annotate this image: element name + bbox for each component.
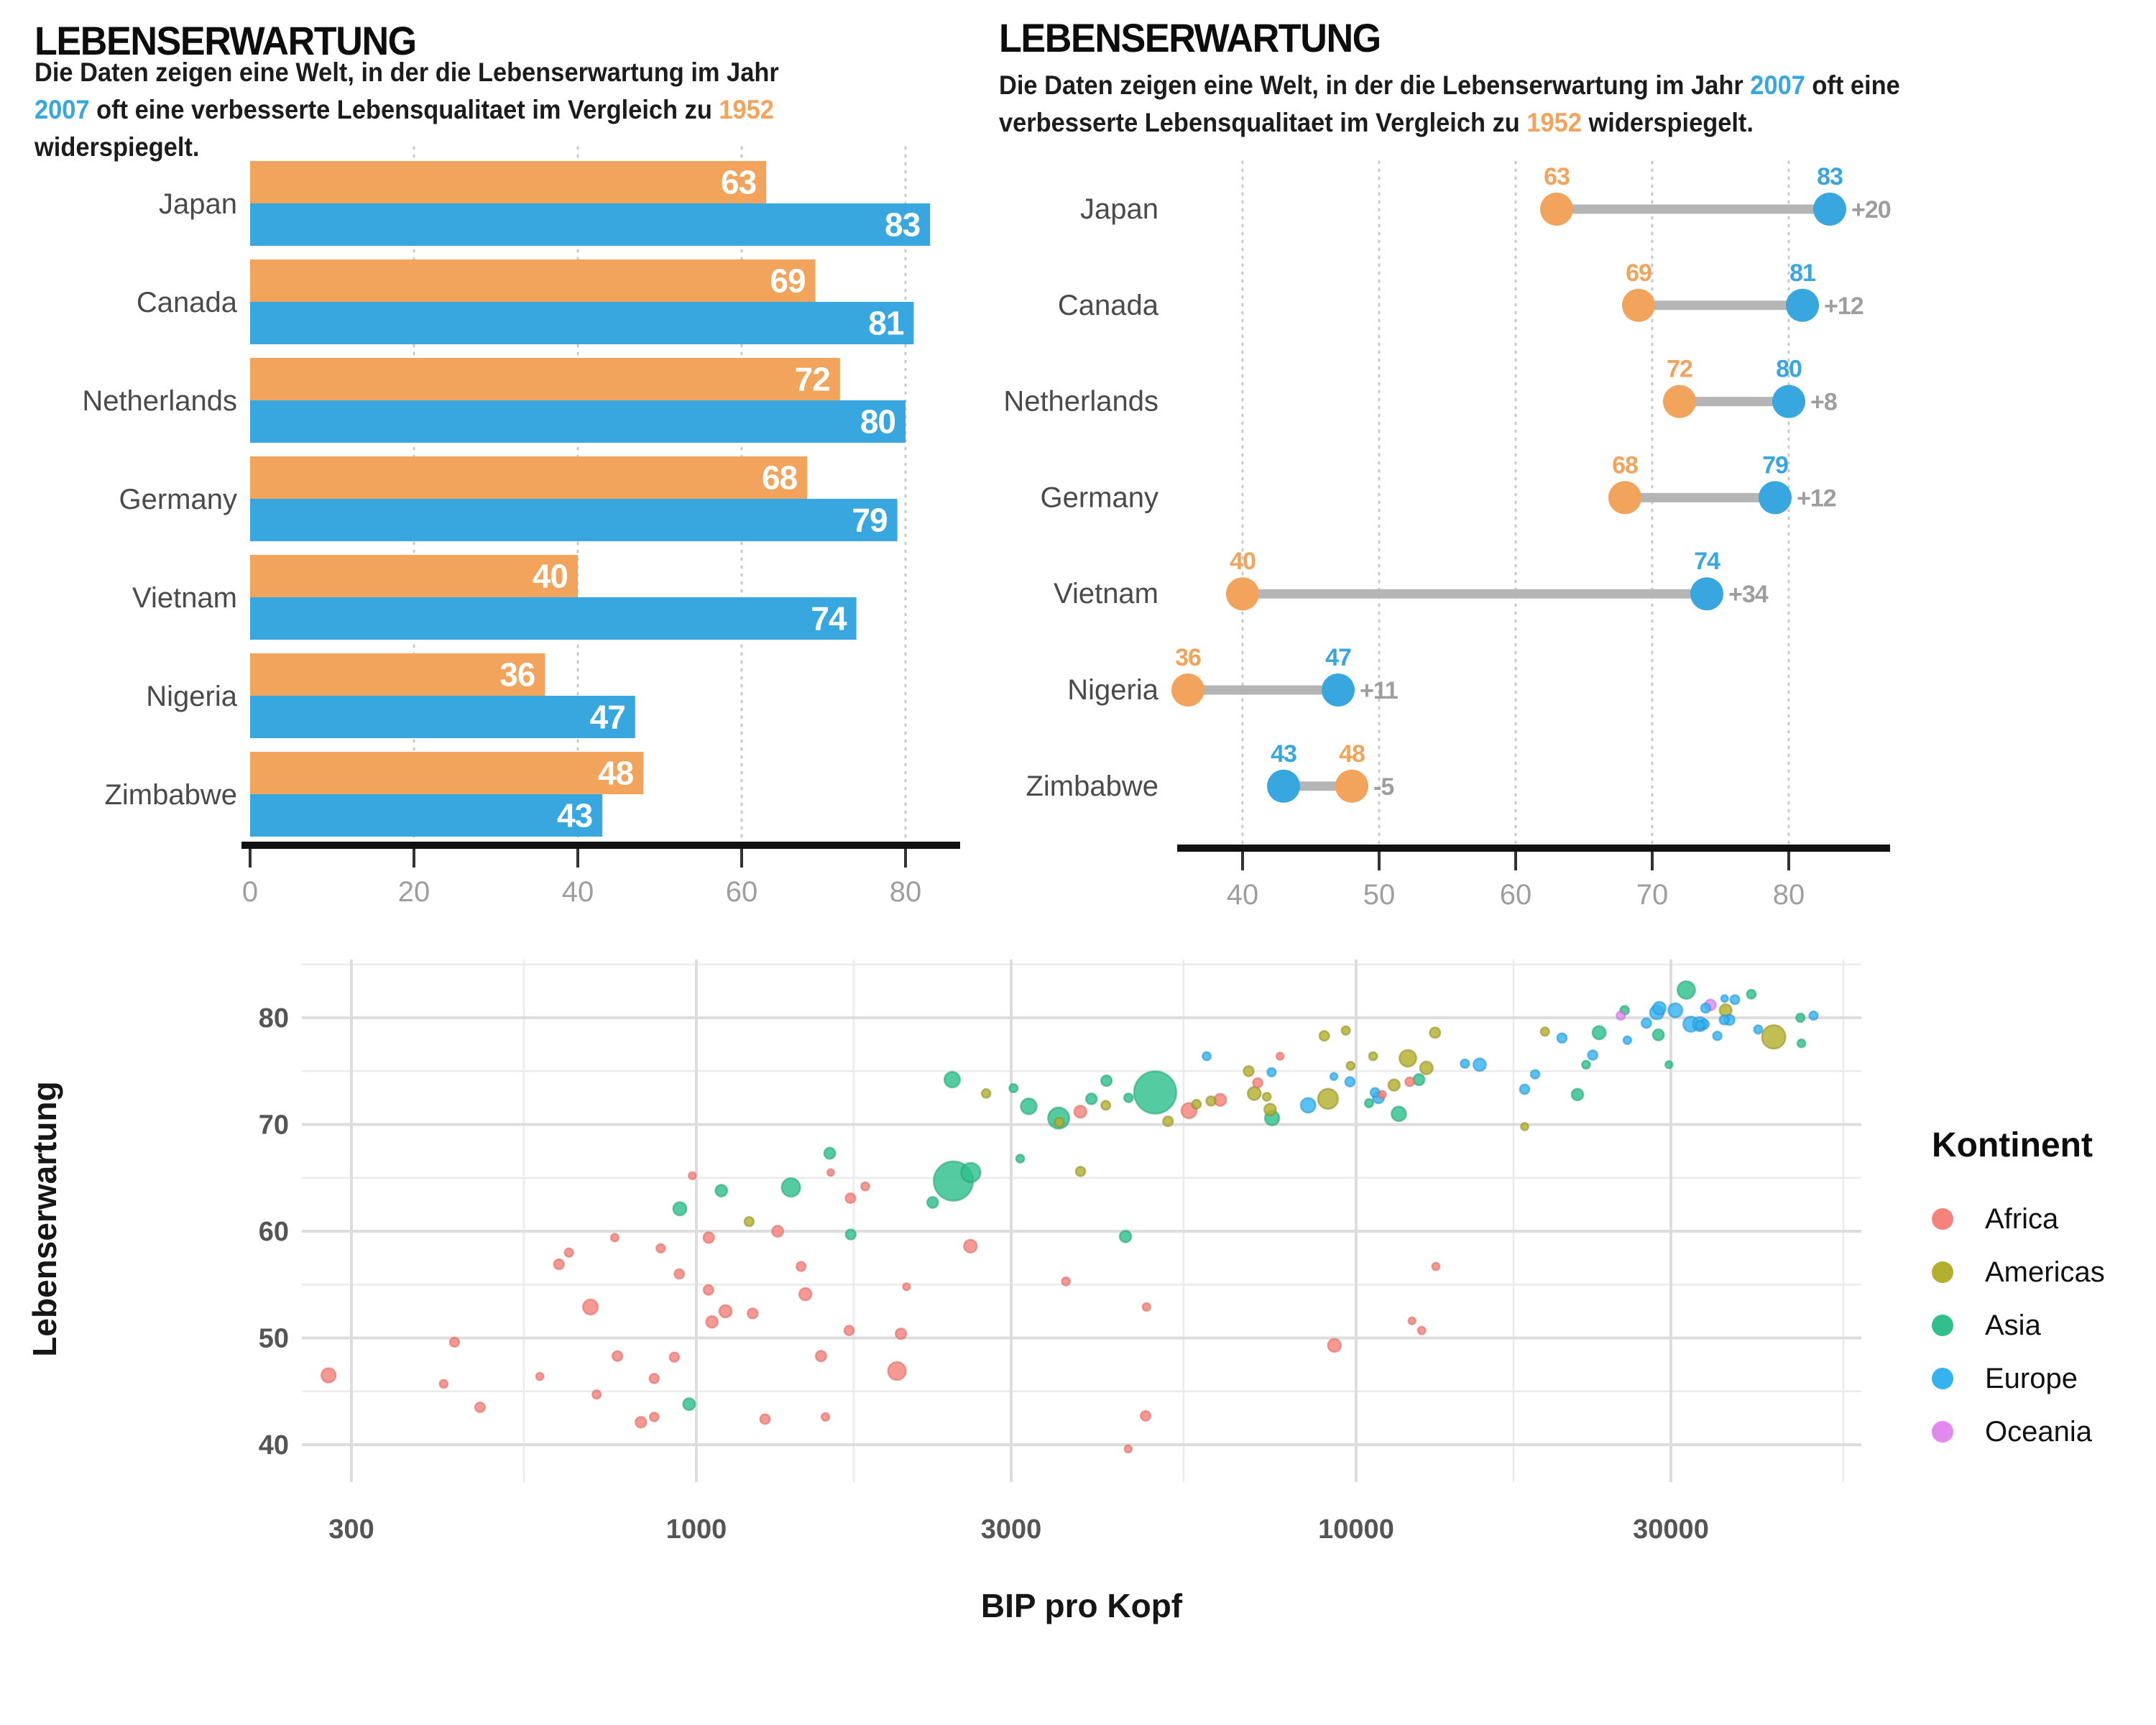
scatter-point-central-african-republic [592, 1390, 601, 1399]
scatter-point-pakistan [961, 1163, 980, 1182]
scatter-point-chile [1430, 1028, 1441, 1039]
dumbbell-diff-label-vietnam: +34 [1728, 581, 1768, 609]
scatter-point-ecuador [1243, 1066, 1253, 1076]
legend-title: Kontinent [1932, 1126, 2093, 1164]
scatter-point-niger [554, 1259, 564, 1269]
scatter-point-benin [796, 1262, 806, 1271]
scatter-point-denmark [1713, 1031, 1722, 1040]
scatter-point-costa-rica [1342, 1026, 1350, 1035]
legend-label-asia: Asia [1985, 1309, 2041, 1341]
scatter-y-tick-label-70: 70 [258, 1110, 289, 1141]
scatter-point-tunisia [1253, 1078, 1262, 1087]
right-chart-title: LEBENSERWARTUNG [999, 15, 1381, 60]
scatter-point-malawi [612, 1351, 622, 1361]
scatter-point-madagascar [704, 1232, 714, 1243]
scatter-point-equatorial-guinea [1409, 1317, 1416, 1325]
scatter-point-iceland [1721, 995, 1728, 1002]
scatter-point-slovak-republic [1531, 1070, 1539, 1079]
bar-country-label-zimbabwe: Zimbabwe [104, 779, 237, 811]
scatter-point-botswana [1418, 1327, 1426, 1335]
scatter-y-axis-title: Lebenserwartung [26, 1081, 63, 1357]
scatter-point-cameroon [895, 1328, 906, 1339]
scatter-point-jordan [1124, 1093, 1133, 1102]
scatter-point-austria [1720, 1016, 1729, 1025]
dumbbell-x-tick-80 [1787, 852, 1790, 870]
bar-2007-nigeria [250, 696, 635, 738]
bar-2007-germany [250, 499, 898, 541]
scatter-point-djibouti [903, 1283, 910, 1290]
scatter-point-morocco [1074, 1105, 1087, 1118]
right-subtitle-segment-0: Die Daten zeigen eine Welt, in der die Lebenserwartung im Jahr [999, 70, 1751, 100]
legend-swatch-europe [1932, 1368, 1953, 1389]
legend-swatch-oceania [1932, 1421, 1953, 1443]
dumbbell-country-label-netherlands: Netherlands [1003, 385, 1158, 418]
scatter-y-tick-label-40: 40 [258, 1430, 289, 1460]
bar-value-1952-canada: 69 [770, 262, 806, 300]
scatter-point-burkina-faso [747, 1308, 757, 1318]
legend-label-africa: Africa [1985, 1202, 2059, 1235]
dumbbell-diff-label-nigeria: +11 [1360, 677, 1398, 704]
dumbbell-country-label-nigeria: Nigeria [1067, 674, 1158, 706]
bar-1952-canada [250, 259, 816, 302]
scatter-point-czech-republic [1588, 1050, 1598, 1059]
legend-label-europe: Europe [1985, 1362, 2078, 1394]
scatter-point-oman [1582, 1061, 1590, 1069]
scatter-point-uganda [706, 1316, 718, 1328]
scatter-point-mali [704, 1285, 714, 1295]
scatter-point-croatia [1460, 1059, 1469, 1068]
dumbbell-dot-2007-germany [1759, 481, 1792, 514]
dumbbell-dot-1952-japan [1540, 193, 1573, 226]
scatter-point-dominican-republic [1206, 1096, 1215, 1105]
scatter-point-gambia [611, 1234, 619, 1242]
scatter-point-united-states [1762, 1025, 1786, 1049]
scatter-point-guatemala [1163, 1116, 1173, 1126]
dumbbell-dot-1952-nigeria [1171, 673, 1204, 707]
dumbbell-diff-label-germany: +12 [1797, 484, 1836, 512]
left-subtitle-segment-3: 1952 [719, 95, 774, 124]
scatter-point-switzerland [1731, 995, 1740, 1004]
bar-country-label-japan: Japan [159, 188, 237, 220]
dumbbell-x-tick-60 [1514, 852, 1517, 870]
dumbbell-dot-1952-germany [1608, 481, 1641, 514]
bar-1952-netherlands [250, 358, 840, 400]
dumbbell-value-1952-vietnam: 40 [1230, 548, 1256, 576]
dumbbell-dot-2007-vietnam [1690, 577, 1723, 610]
bar-x-tick-label-80: 80 [889, 876, 922, 908]
bar-x-tick-20 [413, 849, 415, 868]
scatter-point-new-zealand [1616, 1011, 1625, 1020]
bar-value-1952-vietnam: 40 [532, 557, 568, 595]
bar-x-tick-label-20: 20 [397, 876, 430, 908]
scatter-point-zimbabwe [475, 1402, 485, 1412]
scatter-point-bolivia [1076, 1167, 1085, 1176]
scatter-point-bahrain [1665, 1061, 1672, 1068]
scatter-y-tick-label-60: 60 [258, 1217, 289, 1247]
dumbbell-dot-1952-zimbabwe [1335, 770, 1368, 803]
dumbbell-value-2007-vietnam: 74 [1694, 548, 1720, 576]
scatter-point-malaysia [1414, 1074, 1425, 1085]
bar-x-tick-60 [740, 849, 743, 868]
bar-value-1952-zimbabwe: 48 [598, 754, 634, 792]
scatter-point-mozambique [635, 1417, 646, 1427]
bar-x-tick-label-40: 40 [561, 876, 594, 908]
scatter-chart [26, 960, 1861, 1624]
legend-swatch-americas [1932, 1261, 1953, 1283]
bar-2007-vietnam [250, 597, 857, 640]
dumbbell-value-2007-netherlands: 80 [1776, 355, 1802, 383]
bar-2007-zimbabwe [250, 794, 602, 837]
scatter-legend [1932, 1126, 2105, 1458]
dumbbell-diff-label-zimbabwe: -5 [1373, 773, 1394, 801]
dumbbell-value-1952-japan: 63 [1544, 163, 1570, 190]
scatter-point-bosnia-and-herzegovina [1267, 1068, 1276, 1077]
bar-value-2007-netherlands: 80 [860, 402, 895, 441]
bar-value-1952-netherlands: 72 [794, 360, 830, 398]
dumbbell-value-1952-nigeria: 36 [1175, 644, 1201, 671]
scatter-point-jamaica [1263, 1092, 1271, 1100]
scatter-point-sao-tome-and-principe [827, 1169, 834, 1177]
scatter-point-spain [1653, 1002, 1666, 1015]
dumbbell-value-2007-zimbabwe: 43 [1271, 740, 1296, 768]
scatter-point-congo-rep [1061, 1277, 1070, 1286]
dumbbell-x-tick-70 [1651, 852, 1654, 870]
dumbbell-x-tick-label-70: 70 [1636, 879, 1669, 911]
dumbbell-dot-1952-netherlands [1663, 385, 1696, 418]
scatter-point-portugal [1557, 1034, 1567, 1043]
scatter-point-senegal [846, 1193, 856, 1203]
scatter-point-saudi-arabia [1572, 1089, 1583, 1100]
scatter-point-el-salvador [1192, 1100, 1202, 1109]
dumbbell-x-axis-line [1177, 845, 1890, 852]
bar-value-1952-nigeria: 36 [499, 656, 535, 694]
legend-item-africa [1932, 1192, 2105, 1246]
scatter-point-peru [1264, 1104, 1276, 1116]
bar-x-axis-line [241, 842, 960, 849]
dumbbell-dot-1952-vietnam [1226, 577, 1259, 610]
bar-value-1952-germany: 68 [762, 459, 798, 497]
bar-value-2007-nigeria: 47 [589, 698, 625, 736]
right-subtitle-segment-1: 2007 [1750, 70, 1805, 100]
scatter-y-tick-label-80: 80 [258, 1003, 289, 1034]
scatter-point-ethiopia [583, 1300, 598, 1315]
bar-country-label-vietnam: Vietnam [132, 582, 237, 614]
scatter-point-vietnam [944, 1072, 960, 1087]
scatter-point-tanzania [719, 1305, 732, 1317]
dumbbell-x-tick-50 [1378, 852, 1381, 870]
scatter-x-tick-label-300: 300 [328, 1514, 374, 1545]
scatter-point-reunion [1276, 1052, 1284, 1059]
legend-item-oceania [1932, 1405, 2105, 1458]
scatter-point-ghana [772, 1225, 783, 1237]
legend-item-americas [1932, 1246, 2105, 1299]
scatter-point-myanmar [673, 1202, 687, 1216]
bar-value-2007-japan: 83 [885, 206, 921, 244]
scatter-point-swaziland [1125, 1445, 1132, 1453]
dumbbell-country-label-canada: Canada [1057, 289, 1158, 321]
scatter-point-congo-dem-rep [321, 1368, 336, 1383]
legend-label-oceania: Oceania [1985, 1415, 2092, 1448]
bar-country-label-germany: Germany [119, 484, 237, 515]
scatter-point-sudan [964, 1240, 977, 1253]
dumbbell-x-tick-label-40: 40 [1226, 879, 1259, 911]
dumbbell-x-tick-40 [1241, 852, 1244, 870]
bar-2007-japan [250, 203, 930, 246]
bar-country-label-nigeria: Nigeria [146, 681, 237, 712]
bar-value-1952-japan: 63 [721, 163, 757, 201]
dumbbell-value-2007-nigeria: 47 [1325, 644, 1351, 671]
bar-x-tick-40 [576, 849, 579, 868]
scatter-point-haiti [745, 1217, 754, 1226]
bar-1952-germany [250, 456, 807, 499]
scatter-point-korea-dem-rep [824, 1148, 836, 1159]
scatter-point-lesotho [821, 1413, 829, 1421]
scatter-point-yemen-rep [927, 1197, 938, 1208]
scatter-point-puerto-rico [1541, 1027, 1549, 1036]
scatter-point-mexico [1399, 1050, 1416, 1067]
scatter-point-eritrea [565, 1248, 573, 1257]
scatter-point-namibia [1143, 1303, 1151, 1311]
scatter-point-brazil [1318, 1089, 1338, 1109]
dumbbell-x-tick-label-60: 60 [1499, 879, 1532, 911]
scatter-point-guinea [675, 1269, 684, 1279]
scatter-point-bangladesh [782, 1178, 801, 1197]
scatter-point-singapore [1796, 1013, 1805, 1022]
bar-1952-vietnam [250, 555, 578, 597]
scatter-point-zambia [760, 1414, 770, 1425]
dumbbell-dot-2007-canada [1786, 289, 1819, 322]
scatter-point-paraguay [1101, 1101, 1110, 1110]
scatter-point-rwanda [650, 1374, 659, 1383]
dumbbell-country-label-zimbabwe: Zimbabwe [1026, 770, 1158, 802]
legend-label-americas: Americas [1985, 1256, 2105, 1288]
scatter-y-tick-label-50: 50 [258, 1323, 289, 1354]
dumbbell-x-tick-label-80: 80 [1772, 879, 1805, 911]
scatter-x-tick-label-1000: 1000 [665, 1514, 727, 1545]
scatter-point-west-bank-and-gaza [1009, 1084, 1018, 1092]
scatter-point-honduras [1055, 1118, 1064, 1127]
scatter-point-argentina [1420, 1062, 1433, 1075]
scatter-point-nepal [716, 1184, 727, 1196]
scatter-point-uruguay [1369, 1052, 1378, 1061]
bar-2007-netherlands [250, 400, 906, 443]
scatter-x-tick-label-30000: 30000 [1633, 1514, 1709, 1545]
dumbbell-value-2007-canada: 81 [1789, 259, 1815, 287]
scatter-point-south-africa [1328, 1339, 1341, 1352]
left-subtitle-segment-1: 2007 [34, 95, 90, 124]
dumbbell-country-label-japan: Japan [1080, 193, 1158, 225]
scatter-point-montenegro [1330, 1073, 1337, 1080]
scatter-point-sierra-leone [650, 1412, 658, 1421]
bar-1952-japan [250, 161, 766, 203]
dumbbell-value-1952-netherlands: 72 [1667, 355, 1692, 383]
scatter-point-norway [1810, 1011, 1818, 1020]
scatter-point-syria [1101, 1075, 1112, 1086]
scatter-point-togo [656, 1244, 665, 1253]
scatter-point-albania [1202, 1052, 1211, 1061]
dumbbell-diff-label-netherlands: +8 [1810, 388, 1837, 416]
scatter-point-korea-rep [1593, 1026, 1606, 1040]
dumbbell-chart [1003, 162, 1890, 911]
scatter-point-cuba [1319, 1031, 1330, 1041]
right-subtitle-segment-5: widerspiegelt. [1581, 108, 1754, 137]
scatter-point-ireland [1754, 1025, 1763, 1034]
legend-item-europe [1932, 1352, 2105, 1405]
scatter-point-philippines [1021, 1098, 1036, 1114]
legend-items [1932, 1192, 2105, 1458]
scatter-point-poland [1473, 1059, 1486, 1072]
scatter-point-kenya [799, 1288, 811, 1300]
scatter-point-chad [844, 1325, 854, 1335]
scatter-point-gabon [1432, 1263, 1440, 1271]
dumbbell-diff-label-japan: +20 [1851, 196, 1891, 224]
scatter-point-trinidad-and-tobago [1521, 1123, 1528, 1130]
bar-value-2007-zimbabwe: 43 [557, 796, 593, 834]
dumbbell-value-1952-canada: 69 [1626, 259, 1651, 287]
scatter-point-mongolia [1016, 1154, 1024, 1162]
scatter-x-tick-label-10000: 10000 [1318, 1514, 1394, 1545]
dumbbell-value-1952-zimbabwe: 48 [1339, 740, 1365, 768]
bar-value-2007-germany: 79 [852, 501, 888, 539]
bar-value-2007-vietnam: 74 [811, 599, 847, 638]
bar-x-tick-80 [904, 849, 907, 868]
scatter-point-turkey [1301, 1098, 1316, 1113]
scatter-point-japan [1677, 981, 1695, 999]
dumbbell-diff-label-canada: +12 [1824, 292, 1864, 320]
left-chart-title: LEBENSERWARTUNG [34, 18, 416, 63]
scatter-point-serbia [1345, 1077, 1355, 1086]
scatter-point-colombia [1248, 1087, 1261, 1100]
scatter-point-mauritius [1378, 1091, 1386, 1099]
scatter-point-cambodia [846, 1229, 856, 1239]
bar-2007-canada [250, 302, 913, 344]
scatter-point-sweden [1701, 1003, 1710, 1013]
scatter-point-comoros [688, 1172, 696, 1179]
scatter-point-slovenia [1623, 1036, 1631, 1044]
left-subtitle-segment-4: widerspiegelt. [34, 132, 200, 162]
scatter-point-liberia [440, 1380, 448, 1388]
scatter-point-china [1134, 1072, 1176, 1114]
scatter-point-nigeria [888, 1362, 906, 1380]
dumbbell-value-2007-japan: 83 [1817, 163, 1843, 190]
scatter-point-libya [1405, 1077, 1414, 1086]
dumbbell-dot-2007-nigeria [1322, 673, 1355, 707]
bar-chart [82, 147, 960, 908]
scatter-point-hungary [1520, 1085, 1529, 1094]
scatter-point-somalia [670, 1353, 679, 1362]
bar-country-label-netherlands: Netherlands [82, 385, 237, 417]
dumbbell-dot-2007-zimbabwe [1267, 770, 1300, 803]
scatter-point-afghanistan [683, 1398, 696, 1410]
dumbbell-value-2007-germany: 79 [1762, 451, 1788, 479]
dumbbell-country-label-vietnam: Vietnam [1053, 578, 1158, 610]
scatter-point-lebanon [1365, 1099, 1373, 1108]
dumbbell-dot-2007-japan [1813, 193, 1846, 226]
scatter-point-burundi [450, 1338, 459, 1347]
scatter-point-france [1668, 1003, 1682, 1018]
scatter-point-finland [1695, 1021, 1704, 1029]
left-subtitle-segment-2: oft eine verbesserte Lebensqualitaet im Vergleich zu [89, 95, 719, 124]
scatter-point-guinea-bissau [536, 1373, 544, 1381]
bar-x-tick-0 [249, 849, 252, 868]
right-subtitle-segment-4: 1952 [1526, 108, 1582, 137]
scatter-point-greece [1641, 1018, 1651, 1029]
right-subtitle-segment-3: verbesserte Lebensqualitaet im Vergleich zu [999, 108, 1527, 137]
bar-x-tick-label-0: 0 [241, 876, 259, 908]
scatter-point-mauritania [861, 1182, 870, 1191]
scatter-x-axis-title: BIP pro Kopf [980, 1587, 1183, 1624]
dumbbell-value-1952-germany: 68 [1612, 451, 1638, 479]
dumbbell-dot-2007-netherlands [1772, 385, 1805, 418]
scatter-point-sri-lanka [1086, 1093, 1097, 1104]
dumbbell-x-tick-label-50: 50 [1363, 879, 1396, 911]
bar-country-label-canada: Canada [136, 287, 237, 318]
dumbbell-country-label-germany: Germany [1040, 482, 1158, 514]
scatter-point-panama [1347, 1062, 1355, 1070]
scatter-point-angola [1141, 1411, 1151, 1421]
scatter-x-tick-label-3000: 3000 [980, 1514, 1042, 1545]
left-subtitle-segment-0: Die Daten zeigen eine Welt, in der die Lebenserwartung im Jahr [34, 58, 779, 87]
scatter-point-iraq [1120, 1230, 1131, 1242]
scatter-point-cote-d-ivoire [816, 1351, 826, 1361]
scatter-point-taiwan [1653, 1029, 1664, 1041]
scatter-point-iran [1391, 1107, 1406, 1121]
legend-swatch-africa [1932, 1208, 1953, 1230]
right-subtitle-segment-2: oft eine [1805, 70, 1900, 100]
legend-swatch-asia [1932, 1315, 1953, 1336]
scatter-point-venezuela [1388, 1080, 1400, 1091]
legend-item-asia [1932, 1299, 2105, 1352]
bar-value-2007-canada: 81 [868, 304, 904, 342]
bar-1952-zimbabwe [250, 752, 643, 794]
scatter-point-hong-kong-china [1747, 990, 1756, 999]
scatter-point-nicaragua [982, 1089, 990, 1098]
scatter-point-kuwait [1797, 1039, 1805, 1047]
dumbbell-dot-1952-canada [1622, 289, 1655, 322]
bar-x-tick-label-60: 60 [725, 876, 758, 908]
